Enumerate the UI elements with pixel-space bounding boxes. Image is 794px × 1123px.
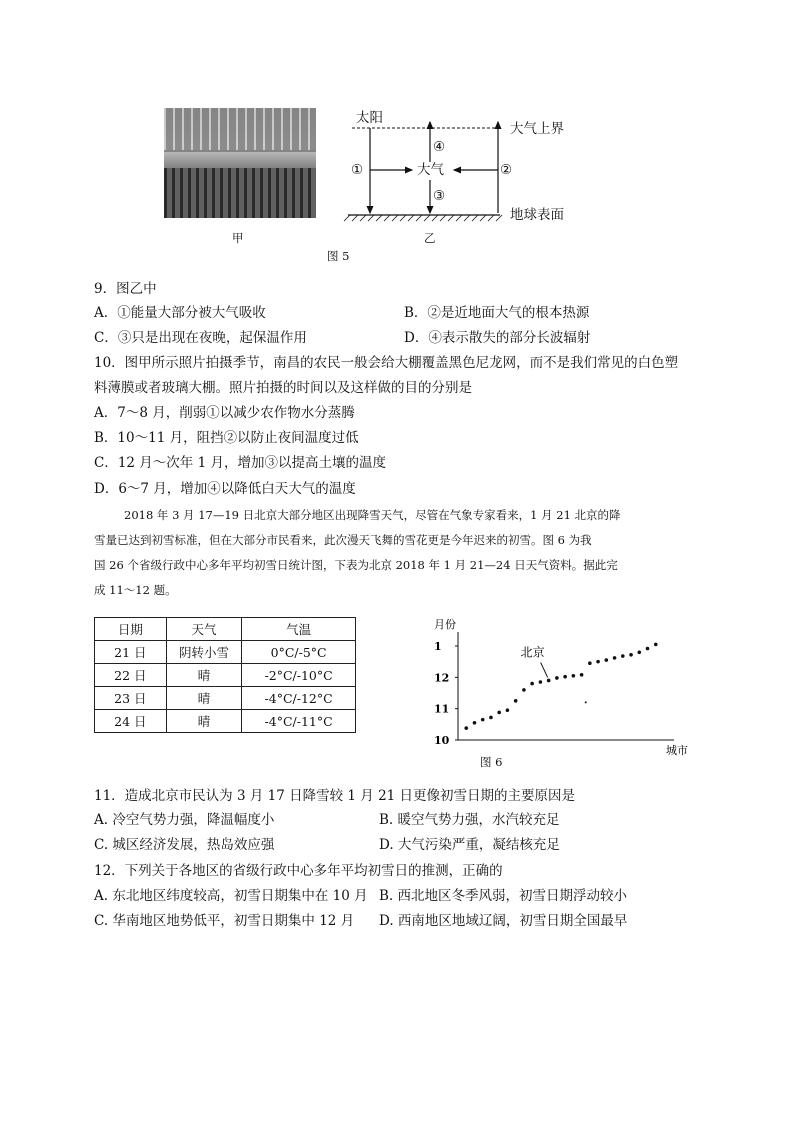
greenhouse-photo	[164, 108, 316, 218]
chart-points	[464, 643, 657, 730]
arrow-3-label: ③	[433, 188, 446, 204]
city-point	[522, 688, 526, 692]
q12-option-c: C. 华南地区地势低平，初雪日期集中 12 月	[94, 913, 355, 929]
table-cell: 阴转小雪	[166, 641, 242, 664]
q10-option-d: D．6～7 月，增加④以降低白天大气的温度	[94, 481, 356, 497]
city-point	[588, 661, 592, 665]
q11-option-c: C. 城区经济发展，热岛效应强	[94, 837, 275, 853]
q9-option-d: D．④表示散失的部分长波辐射	[404, 330, 591, 346]
city-point	[514, 699, 518, 703]
q10-option-c: C．12 月～次年 1 月，增加③以提高土壤的温度	[94, 455, 386, 471]
q11-option-a: A. 冷空气势力强，降温幅度小	[94, 812, 275, 828]
city-point	[497, 711, 501, 715]
ground-label: 地球表面	[510, 207, 564, 223]
y-tick-label: 11	[434, 702, 450, 716]
first-snow-chart	[426, 612, 696, 766]
table-cell: 23 日	[95, 687, 167, 710]
table-cell: 晴	[166, 664, 242, 687]
table-cell: -4°C/-12°C	[242, 687, 356, 710]
q12-stem: 12．下列关于各地区的省级行政中心多年平均初雪日的推测，正确的	[94, 863, 503, 879]
q10-option-b: B．10～11 月，阻挡②以防止夜间温度过低	[94, 430, 359, 446]
city-point	[629, 653, 633, 657]
city-point	[654, 643, 658, 647]
q11-option-b: B. 暖空气势力强，水汽较充足	[379, 812, 560, 828]
city-point	[481, 718, 485, 722]
city-point	[539, 680, 543, 684]
q12-option-b: B. 西北地区冬季风弱，初雪日期浮动较小	[379, 888, 628, 904]
q9-option-a: A．①能量大部分被大气吸收	[94, 305, 266, 321]
y-tick-label: 12	[434, 671, 450, 685]
city-point	[489, 716, 493, 720]
table-row	[95, 641, 356, 664]
city-point	[563, 675, 567, 679]
city-point	[580, 673, 584, 677]
figure-6-label: 图 6	[480, 755, 503, 769]
table-header: 天气	[166, 618, 242, 641]
top-atmosphere-label: 大气上界	[510, 121, 564, 137]
passage-line-3: 国 26 个省级行政中心多年平均初雪日统计图，下表为北京 2018 年 1 月 21—24 日天气资料。据此完	[94, 558, 618, 572]
city-point	[547, 679, 551, 683]
city-point	[464, 726, 468, 730]
weather-table	[94, 617, 356, 733]
table-cell: 24 日	[95, 710, 167, 733]
table-row	[95, 710, 356, 733]
q12-option-d: D. 西南地区地域辽阔，初雪日期全国最早	[379, 913, 628, 929]
passage-line-4: 成 11～12 题。	[94, 583, 177, 597]
q10-option-a: A．7～8 月，削弱①以减少农作物水分蒸腾	[94, 405, 355, 421]
arrow-4-label: ④	[433, 139, 446, 155]
table-row	[95, 664, 356, 687]
q11-stem: 11．造成北京市民认为 3 月 17 日降雪较 1 月 21 日更像初雪日期的主要原因是	[94, 788, 576, 804]
table-cell: 晴	[166, 687, 242, 710]
chart-axes	[458, 632, 674, 740]
sun-label: 太阳	[356, 110, 383, 126]
photo-caption: 甲	[232, 231, 244, 245]
beijing-annotation: 北京	[520, 645, 545, 660]
diagram-caption: 乙	[424, 231, 436, 245]
chart-ticks	[434, 640, 458, 747]
table-cell: -2°C/-10°C	[242, 664, 356, 687]
beijing-annotation-line	[541, 662, 548, 677]
table-cell: 21 日	[95, 641, 167, 664]
stray-point	[585, 701, 587, 703]
atmosphere-label: 大气	[417, 162, 444, 178]
table-header: 日期	[95, 618, 167, 641]
q12-option-a: A. 东北地区纬度较高，初雪日期集中在 10 月	[94, 888, 368, 904]
y-axis-label: 月份	[434, 618, 456, 631]
table-cell: -4°C/-11°C	[242, 710, 356, 733]
city-point	[605, 658, 609, 662]
x-axis-label: 城市	[666, 744, 688, 757]
city-point	[637, 650, 641, 654]
city-point	[596, 660, 600, 664]
q9-stem: 9．图乙中	[94, 281, 157, 297]
city-point	[530, 682, 534, 686]
city-point	[473, 721, 477, 725]
city-point	[506, 708, 510, 712]
figure-5-label: 图 5	[327, 249, 350, 263]
q10-stem-line-1: 10．图甲所示照片拍摄季节，南昌的农民一般会给大棚覆盖黑色尼龙网，而不是我们常见的白色塑	[94, 355, 679, 371]
city-point	[646, 647, 650, 651]
q11-option-d: D. 大气污染严重，凝结核充足	[379, 837, 560, 853]
city-point	[572, 674, 576, 678]
y-tick-label: 1	[434, 640, 442, 653]
arrow-1-label: ①	[351, 162, 364, 178]
city-point	[613, 656, 617, 660]
city-point	[555, 676, 559, 680]
table-row	[95, 687, 356, 710]
table-header-row	[95, 618, 356, 641]
y-tick-label: 10	[434, 734, 450, 747]
table-cell: 0°C/-5°C	[242, 641, 356, 664]
table-cell: 22 日	[95, 664, 167, 687]
passage-line-1: 2018 年 3 月 17—19 日北京大部分地区出现降雪天气，尽管在气象专家看来，1 月 21 北京的降	[124, 508, 621, 522]
table-header: 气温	[242, 618, 356, 641]
arrow-2-label: ②	[500, 162, 513, 178]
passage-line-2: 雪量已达到初雪标准，但在大部分市民看来，此次漫天飞舞的雪花更是今年迟来的初雪。图 6 为我	[94, 533, 592, 547]
table-cell: 晴	[166, 710, 242, 733]
city-point	[621, 654, 625, 658]
q9-option-b: B．②是近地面大气的根本热源	[404, 305, 590, 321]
q9-option-c: C．③只是出现在夜晚，起保温作用	[94, 330, 307, 346]
q10-stem-line-2: 料薄膜或者玻璃大棚。照片拍摄的时间以及这样做的目的分别是	[94, 380, 472, 396]
